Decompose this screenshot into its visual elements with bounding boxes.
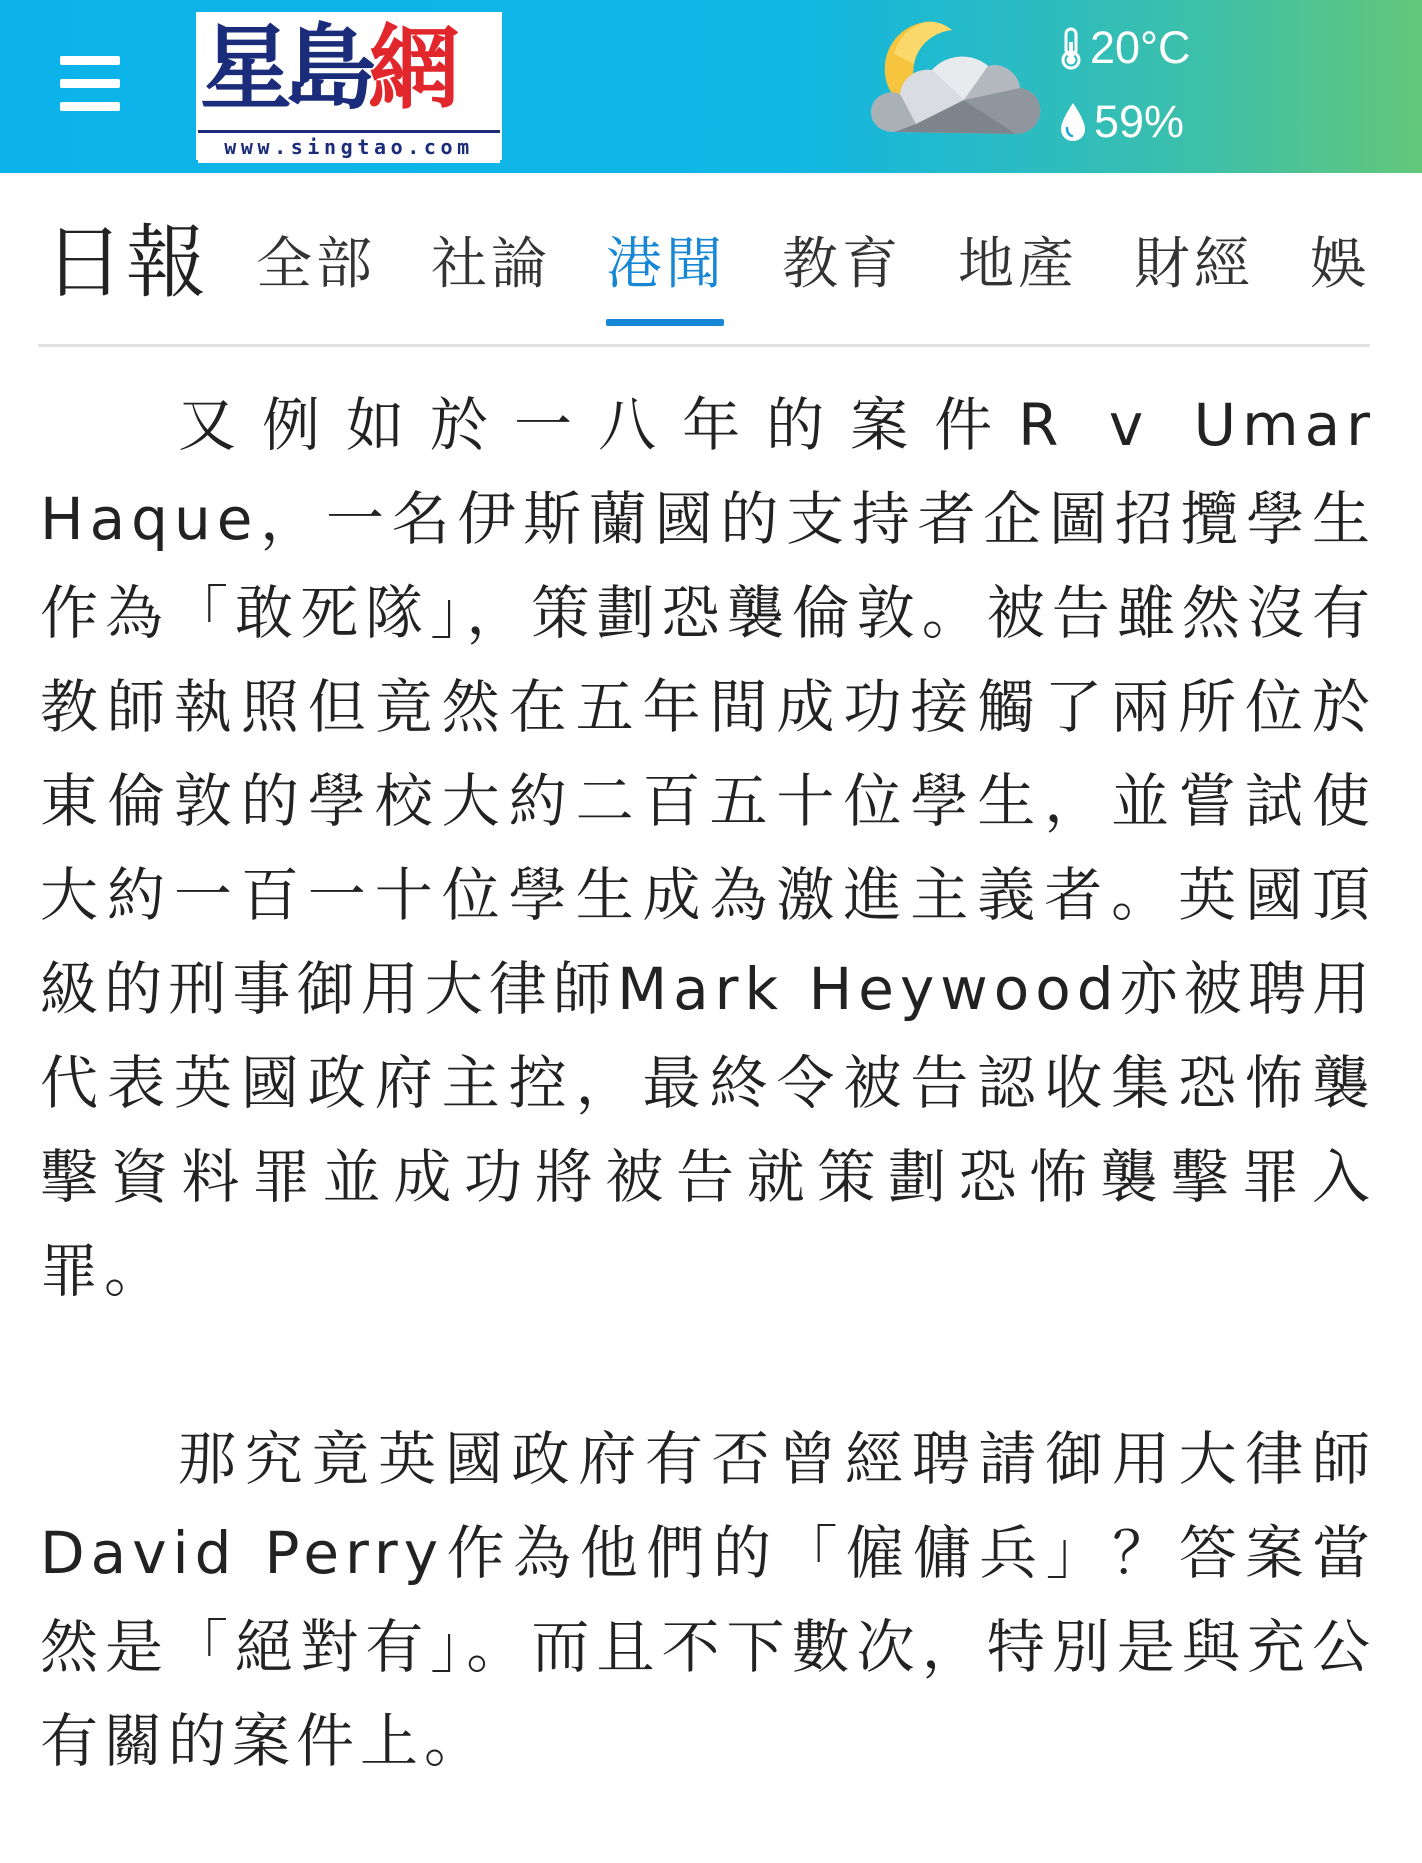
humidity-reading — [1058, 92, 1184, 152]
tab-property[interactable]: 地產 — [958, 232, 1078, 297]
active-tab-indicator — [606, 319, 724, 326]
tab-divider — [38, 344, 1370, 347]
site-logo[interactable] — [196, 12, 502, 160]
tab-editorial[interactable]: 社論 — [431, 232, 551, 297]
humidity-value: 59% — [1094, 96, 1185, 147]
partly-cloudy-night-icon — [856, 14, 1046, 164]
logo-wordmark — [200, 12, 498, 126]
menu-icon-line — [60, 79, 120, 88]
tab-finance[interactable]: 財經 — [1134, 232, 1254, 297]
section-tab-bar — [0, 173, 1422, 348]
temperature-value: 20°C — [1090, 22, 1191, 73]
section-brand-title[interactable]: 日報 — [44, 216, 208, 309]
logo-char: 網 — [368, 15, 453, 122]
article-paragraph: 那究竟英國政府有否曾經聘請御用大律師David Perry作為他們的「僱傭兵」？答案當然是「絕對有」。而且不下數次，特別是與充公有關的案件上。 — [40, 1425, 1376, 1775]
tab-entertainment[interactable]: 娛 — [1310, 232, 1370, 297]
logo-char: 島 — [284, 15, 369, 122]
tab-education[interactable]: 教育 — [782, 232, 902, 297]
menu-icon-line — [60, 102, 120, 111]
article-body — [40, 378, 1376, 1788]
logo-url-text: www.singtao.com — [198, 130, 500, 163]
hamburger-menu-icon[interactable] — [56, 52, 124, 116]
article-paragraph: 又例如於一八年的案件R v Umar Haque，一名伊斯蘭國的支持者企圖招攬學生作為「敢死隊」，策劃恐襲倫敦。被告雖然沒有教師執照但竟然在五年間成功接觸了兩所位於東倫敦的學校大約二百五十位學生，並嘗試使大約一百一十位學生成為激進主義者。英國頂級的刑事御用大律師Mark Heywood亦被聘用代表英國政府主控，最終令被告認收集恐怖襲擊資料罪並成功將被告就策劃恐怖襲擊罪入罪。 — [40, 391, 1376, 1305]
logo-char: 星 — [200, 15, 285, 122]
tab-all[interactable]: 全部 — [256, 232, 376, 297]
top-header-bar — [0, 0, 1422, 173]
temperature-reading — [1058, 18, 1191, 78]
thermometer-icon — [1058, 26, 1084, 70]
tab-local-news[interactable]: 港聞 — [606, 232, 726, 297]
water-drop-icon — [1058, 100, 1088, 144]
menu-icon-line — [60, 56, 120, 65]
